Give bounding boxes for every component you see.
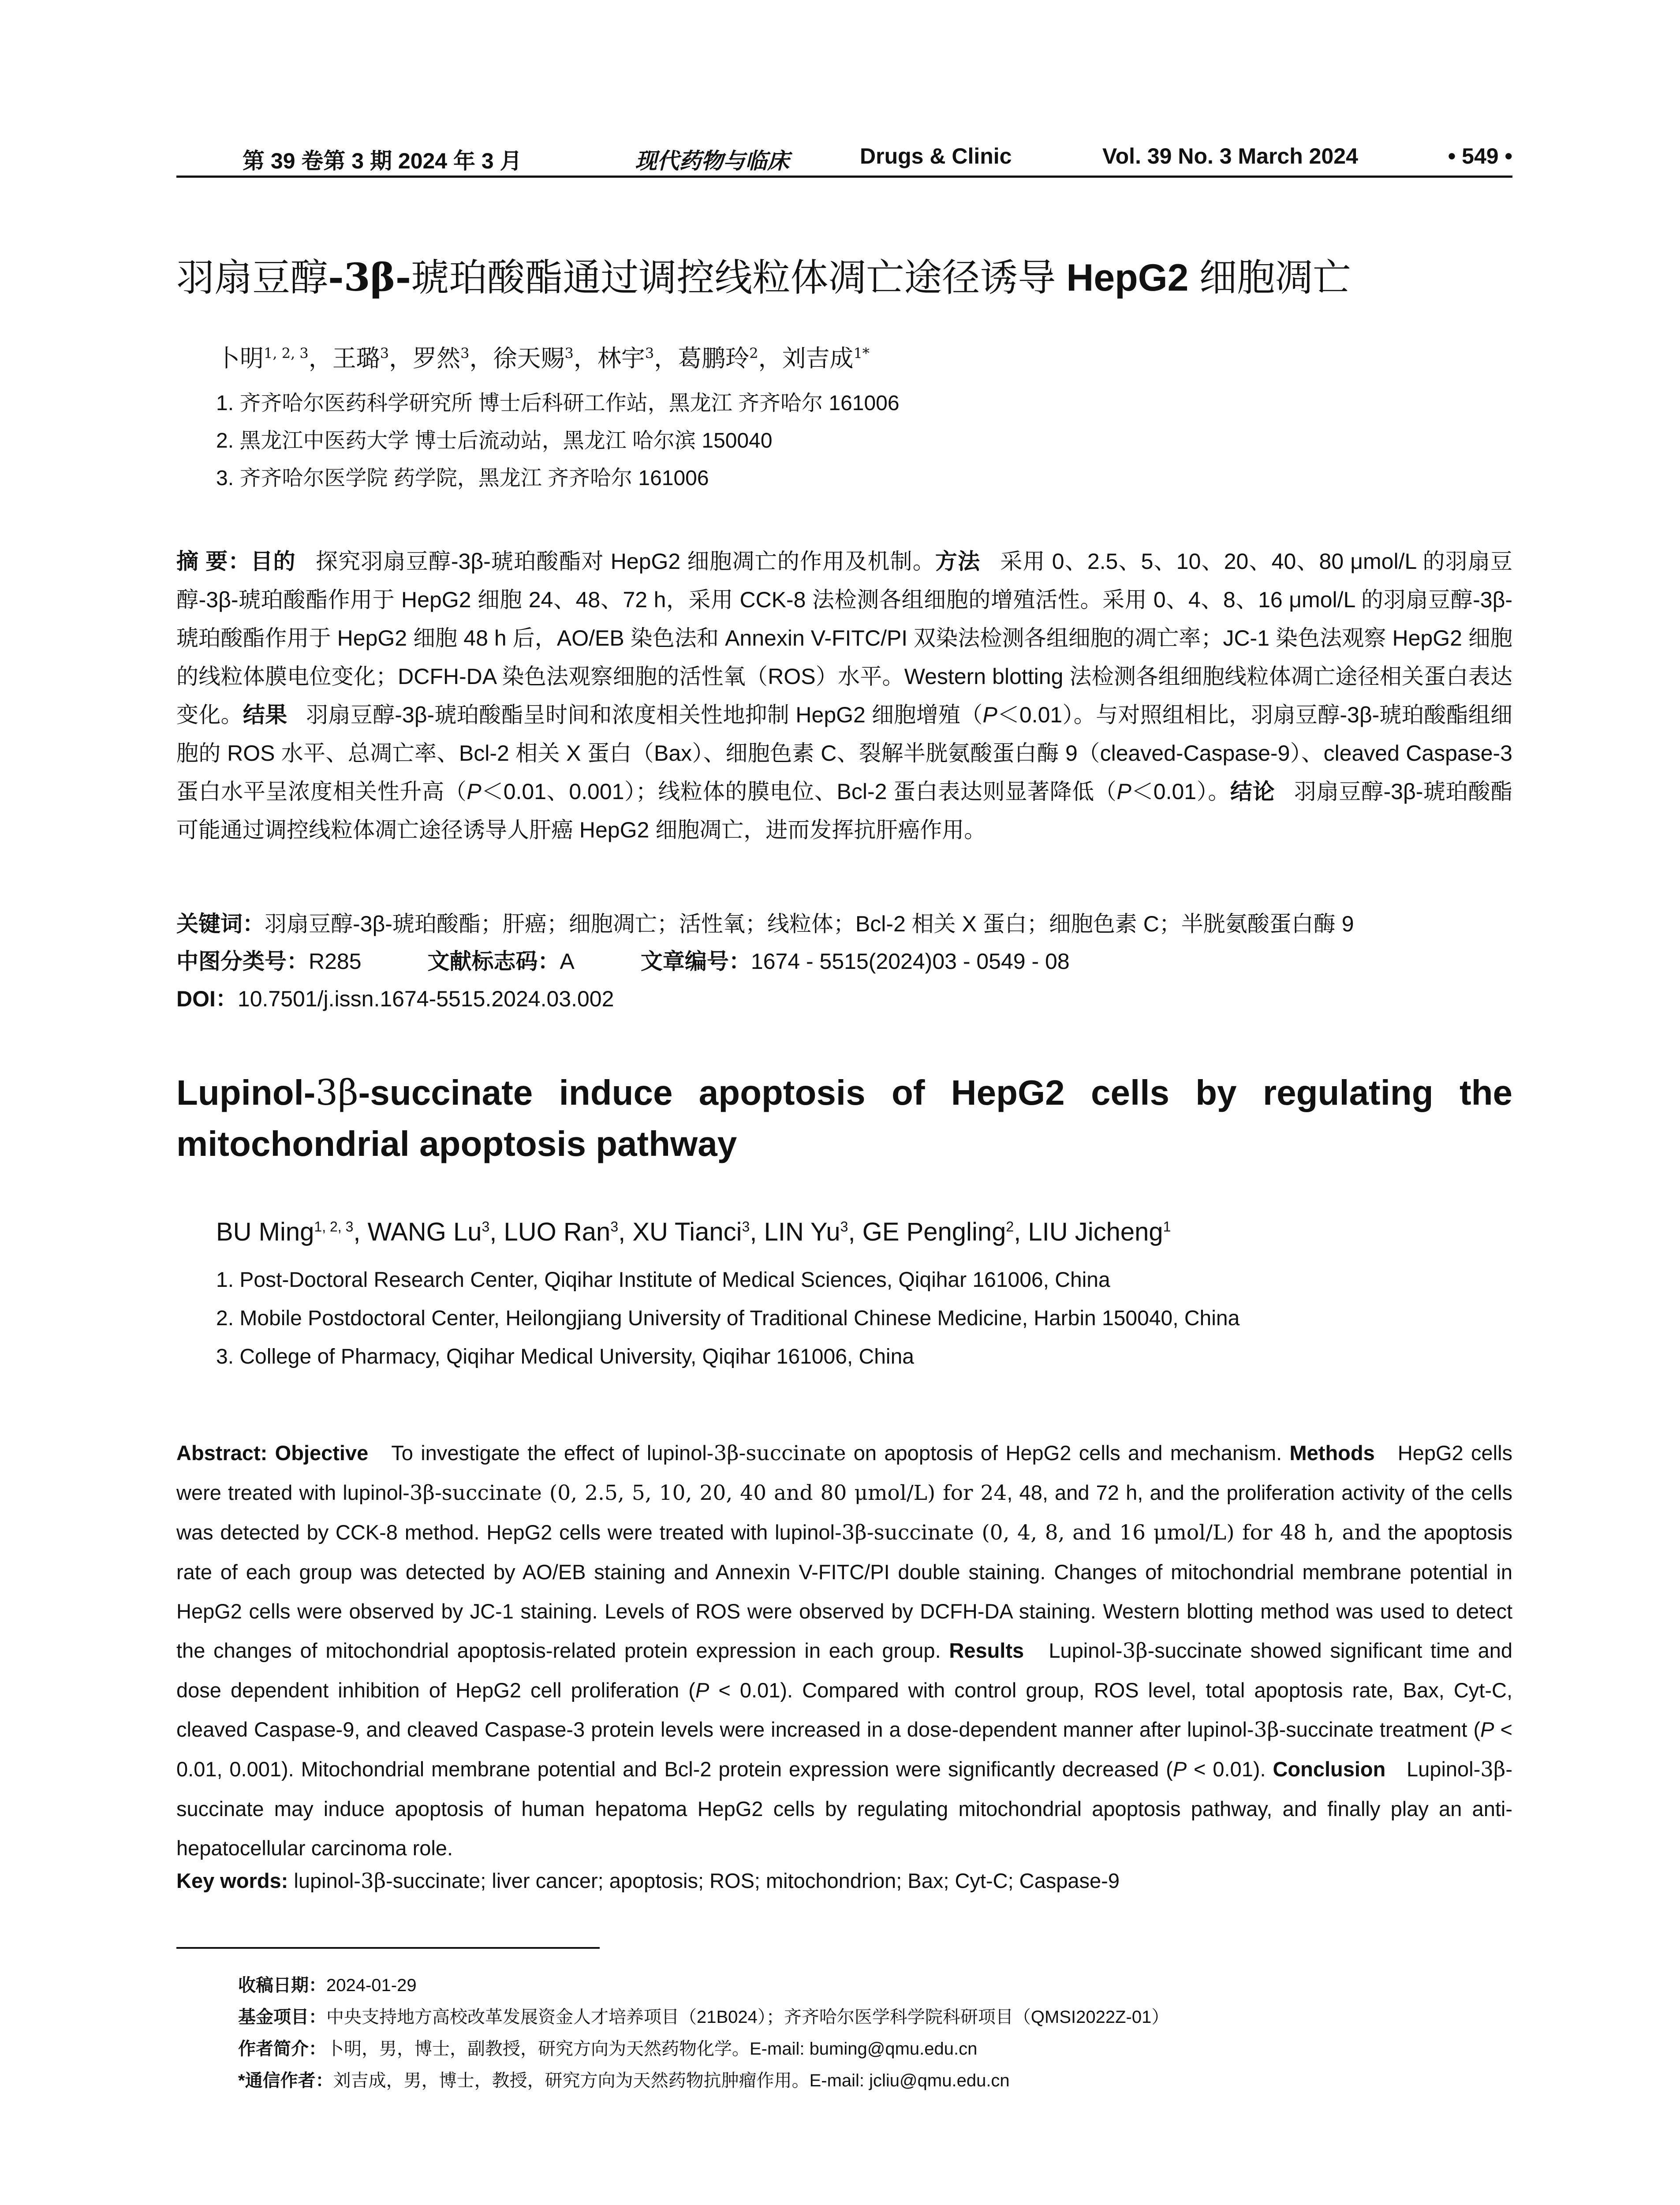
methods-text: , 48, and 72 h, and the proliferation activity of the cells was detected by CCK-8 method. HepG2 cells were treated with lupinol- (176, 1481, 1512, 1544)
chinese-abstract (176, 542, 1512, 849)
author-name: LIU Jicheng (1028, 1218, 1163, 1246)
p-value-symbol: P (1172, 1757, 1187, 1781)
volume-info-en: Vol. 39 No. 3 March 2024 (1102, 144, 1358, 168)
methods-text: 3β-succinate (0, 4, 8, and 16 μmol/L) for 48 h, and (841, 1521, 1381, 1545)
methods-text: the apoptosis rate of each group was detected by AO/EB staining and Annexin V-FITC/PI double staining. Changes of mitochondrial membrane potential in HepG2 cells were observed by JC-1 staining. Levels of ROS were observed by DCFH-DA staining. Western blotting method was used to detect the changes of mitochondrial apoptosis-related protein expression in each group. (176, 1521, 1513, 1662)
footnote-label: 收稿日期： (238, 1976, 326, 1995)
author-affiliation-mark: 2 (1006, 1218, 1014, 1235)
p-value-symbol: P (695, 1678, 709, 1702)
english-title (176, 1067, 1512, 1170)
results-text: -succinate treatment ( (1279, 1718, 1481, 1741)
methods-label: Methods (1289, 1441, 1375, 1465)
doc-code-label: 文献标志码： (427, 949, 560, 974)
objective-label: Objective (275, 1441, 369, 1465)
chinese-title (176, 247, 1512, 302)
english-affiliation-3: 3. College of Pharmacy, Qiqihar Medical University, Qiqihar 161006, China (216, 1345, 914, 1368)
results-text: 3β (1122, 1639, 1148, 1663)
author-affiliation-mark: 1 (1163, 1218, 1171, 1235)
objective-text: 探究羽扇豆醇-3β-琥珀酸酯对 HepG2 细胞凋亡的作用及机制。 (315, 549, 935, 574)
title-part: 细胞凋亡 (1188, 257, 1351, 299)
p-value-symbol: P (982, 703, 997, 727)
results-text: < 0.01). Compared with control group, ROS level, total apoptosis rate, Bax, Cyt-C, cleaved Caspase-9, and cleaved Caspase-3 protein levels were increased in a dose-dependent manner after lupinol- (176, 1678, 1513, 1741)
author-name: 卜明 (216, 344, 264, 372)
english-abstract (176, 1433, 1512, 1868)
objective-text: on apoptosis of HepG2 cells and mechanism. (846, 1441, 1282, 1465)
running-header (176, 139, 1512, 179)
footnote-text: 中央支持地方高校改革发展资金人才培养项目（21B024）；齐齐哈尔医学科学院科研项目（QMSI2022Z-01） (326, 2007, 1169, 2027)
keywords-label: 关键词： (176, 912, 265, 936)
chinese-keywords (176, 906, 1354, 938)
abstract-label: 摘 要： (176, 549, 251, 574)
author-name: 罗然 (413, 344, 461, 372)
author-name: 葛鹏玲 (678, 344, 750, 372)
author-name: GE Pengling (862, 1218, 1006, 1246)
journal-name-cn: 现代药物与临床 (635, 148, 789, 174)
title-part: 羽扇豆醇 (176, 257, 328, 299)
conclusion-label: Conclusion (1273, 1757, 1386, 1781)
journal-name-en: Drugs & Clinic (860, 144, 1012, 168)
title-part: -3β- (328, 255, 411, 300)
results-text: Lupinol- (1049, 1639, 1123, 1662)
conclusion-label: 结论 (1230, 779, 1275, 804)
author-affiliation-mark: 3 (482, 1218, 490, 1235)
author-name: 王璐 (332, 344, 380, 372)
author-affiliation-mark: 2 (749, 345, 758, 362)
author-name: 徐天赐 (493, 344, 565, 372)
results-text: 3β (1254, 1718, 1279, 1742)
chinese-affiliation-3: 3. 齐齐哈尔医学院 药学院，黑龙江 齐齐哈尔 161006 (216, 467, 709, 490)
objective-text: 3β-succinate (713, 1441, 846, 1465)
results-text: -succinate showed significant time and dose dependent inhibition of HepG2 cell proliferation ( (176, 1639, 1512, 1702)
results-label: 结果 (243, 703, 287, 727)
conclusion-text: 3β (1480, 1757, 1506, 1782)
conclusion-text: -succinate may induce apoptosis of human hepatoma HepG2 cells by regulating mitochondrial apoptosis pathway, and finally play an anti-hepatocellular carcinoma role. (176, 1757, 1512, 1860)
author-name: 林宇 (597, 344, 645, 372)
author-name: WANG Lu (367, 1218, 482, 1246)
chinese-affiliation-2: 2. 黑龙江中医药大学 博士后流动站，黑龙江 哈尔滨 150040 (216, 429, 773, 452)
title-part: 琥珀酸酯通过调控线粒体凋亡途径诱导 (411, 257, 1067, 299)
p-value-symbol: P (1480, 1718, 1494, 1741)
header-rule (176, 176, 1512, 178)
footnote-label: *通信作者： (238, 2071, 333, 2090)
author-name: 刘吉成 (782, 344, 854, 372)
footnote-label: 基金项目： (238, 2007, 326, 2027)
chinese-authors: 卜明$^{1, 2, 3}$，王璐$^3$，罗然$^3$，徐天赐$^3$，林宇$^3$，葛鹏玲$^2$，刘吉成$^{1*}$ (216, 344, 870, 372)
author-affiliation-mark: 3 (564, 345, 574, 362)
footnote-text: 刘吉成，男，博士，教授，研究方向为天然药物抗肿瘤作用。E-mail: jcliu@qmu.edu.cn (333, 2071, 1010, 2090)
objective-text: To investigate the effect of lupinol- (391, 1441, 714, 1465)
english-authors: BU Ming$^{1, 2, 3}$, WANG Lu$^3$, LUO Ran$^3$, XU Tianci$^3$, LIN Yu$^3$, GE Pengling$^2$, LIU Jicheng$^1$ (216, 1218, 1171, 1246)
author-affiliation-mark: 3 (742, 1218, 750, 1235)
footnote-received (238, 1971, 417, 1996)
keywords-label: Key words: (176, 1869, 288, 1892)
conclusion-text: Lupinol- (1407, 1757, 1481, 1781)
footnote-label: 作者简介： (238, 2039, 326, 2059)
doi-value[interactable]: 10.7501/j.issn.1674-5515.2024.03.002 (237, 987, 614, 1011)
title-part: HepG2 (1066, 257, 1189, 299)
doc-code-value: A (560, 949, 575, 974)
author-affiliation-mark: 3 (610, 1218, 619, 1235)
keywords-text: 3β (360, 1869, 386, 1893)
author-affiliation-mark: 3 (645, 345, 654, 362)
keywords-text: lupinol- (288, 1869, 361, 1892)
p-value-symbol: P (467, 779, 482, 804)
footnote-author (238, 2035, 977, 2060)
methods-text: 3β-succinate (0, 2.5, 5, 10, 20, 40 and 80 μmol/L) for 24 (409, 1481, 1007, 1505)
results-text: 羽扇豆醇-3β-琥珀酸酯呈时间和浓度相关性地抑制 HepG2 细胞增殖（ (306, 703, 983, 727)
author-name: LUO Ran (504, 1218, 611, 1246)
methods-label: 方法 (935, 549, 981, 574)
footnote-rule (176, 1947, 600, 1949)
title-part: 3β (315, 1072, 358, 1113)
methods-text: HepG2 cells were treated with lupinol- (176, 1441, 1513, 1504)
author-name: XU Tianci (632, 1218, 742, 1246)
abstract-label: Abstract: (176, 1441, 268, 1465)
objective-label: 目的 (250, 549, 296, 574)
clc-label: 中图分类号： (176, 949, 309, 974)
issue-info: 第 39 卷第 3 期 2024 年 3 月 (243, 149, 522, 173)
author-affiliation-mark: 3 (380, 345, 389, 362)
conclusion-text: 羽扇豆醇-3β-琥珀酸酯可能通过调控线粒体凋亡途径诱导人肝癌 HepG2 细胞凋亡，进而发挥抗肝癌作用。 (176, 779, 1512, 842)
results-text: ＜0.01）。与对照组相比，羽扇豆醇-3β-琥珀酸酯组细胞的 ROS 水平、总凋亡率、Bcl-2 相关 X 蛋白（Bax）、细胞色素 C、裂解半胱氨酸蛋白酶 9（cleaved-Caspase-9）、cleaved Caspase-3 蛋白水平呈浓度相关性升高（ (176, 703, 1513, 804)
results-text: ＜0.01）。 (1131, 779, 1231, 804)
doi-label: DOI： (176, 987, 238, 1011)
author-affiliation-mark: 3 (840, 1218, 848, 1235)
author-affiliation-mark: 1, 2, 3 (314, 1218, 354, 1235)
methods-text: 采用 0、2.5、5、10、20、40、80 μmol/L 的羽扇豆醇-3β-琥珀酸酯作用于 HepG2 细胞 24、48、72 h，采用 CCK-8 法检测各组细胞的增殖活性。采用 0、4、8、16 μmol/L 的羽扇豆醇-3β-琥珀酸酯作用于 HepG2 细胞 48 h 后，AO/EB 染色法和 Annexin V-FITC/PI 双染法检测各组细胞的凋亡率；JC-1 染色法观察 HepG2 细胞的线粒体膜电位变化；DCFH-DA 染色法观察细胞的活性氧（ROS）水平。Western blotting 法检测各组细胞线粒体凋亡途径相关蛋白表达变化。 (176, 549, 1512, 727)
author-affiliation-mark: 1, 2, 3 (264, 345, 309, 362)
footnote-text: 2024-01-29 (326, 1976, 417, 1995)
classification-line (176, 944, 1070, 975)
chinese-affiliation-1: 1. 齐齐哈尔医药科学研究所 博士后科研工作站，黑龙江 齐齐哈尔 161006 (216, 392, 900, 415)
author-affiliation-mark: 1* (853, 345, 870, 362)
article-number-label: 文章编号： (640, 949, 751, 974)
english-affiliation-2: 2. Mobile Postdoctoral Center, Heilongjiang University of Traditional Chinese Medicine, Harbin 150040, China (216, 1307, 1240, 1330)
author-name: LIN Yu (764, 1218, 840, 1246)
keywords-text: 羽扇豆醇-3β-琥珀酸酯；肝癌；细胞凋亡；活性氧；线粒体；Bcl-2 相关 X 蛋白；细胞色素 C；半胱氨酸蛋白酶 9 (265, 912, 1354, 936)
page-number: • 549 • (1448, 144, 1512, 168)
english-affiliation-1: 1. Post-Doctoral Research Center, Qiqihar Institute of Medical Sciences, Qiqihar 161006, China (216, 1268, 1110, 1292)
footnote-corresponding (238, 2067, 1010, 2092)
doi-line (176, 981, 614, 1013)
p-value-symbol: P (1116, 779, 1131, 804)
footnote-text: 卜明，男，博士，副教授，研究方向为天然药物化学。E-mail: buming@qmu.edu.cn (326, 2039, 978, 2059)
article-number-value: 1674 - 5515(2024)03 - 0549 - 08 (750, 949, 1070, 974)
title-part: Lupinol- (176, 1073, 316, 1112)
results-text: < 0.01). (1187, 1757, 1266, 1781)
results-text: ＜0.01、0.001）；线粒体的膜电位、Bcl-2 蛋白表达则显著降低（ (481, 779, 1117, 804)
author-affiliation-mark: 3 (460, 345, 470, 362)
results-text: < 0.01, 0.001). Mitochondrial membrane potential and Bcl-2 protein expression were significantly decreased ( (176, 1718, 1512, 1781)
english-keywords (176, 1869, 1120, 1893)
clc-value: R285 (309, 949, 362, 974)
author-name: BU Ming (216, 1218, 314, 1246)
title-part: -succinate induce apoptosis of HepG2 cells by regulating the mitochondrial apoptosis pathway (176, 1073, 1512, 1163)
footnote-fund (238, 2003, 1169, 2028)
keywords-text: -succinate; liver cancer; apoptosis; ROS; mitochondrion; Bax; Cyt-C; Caspase-9 (386, 1869, 1120, 1892)
results-label: Results (949, 1639, 1024, 1662)
